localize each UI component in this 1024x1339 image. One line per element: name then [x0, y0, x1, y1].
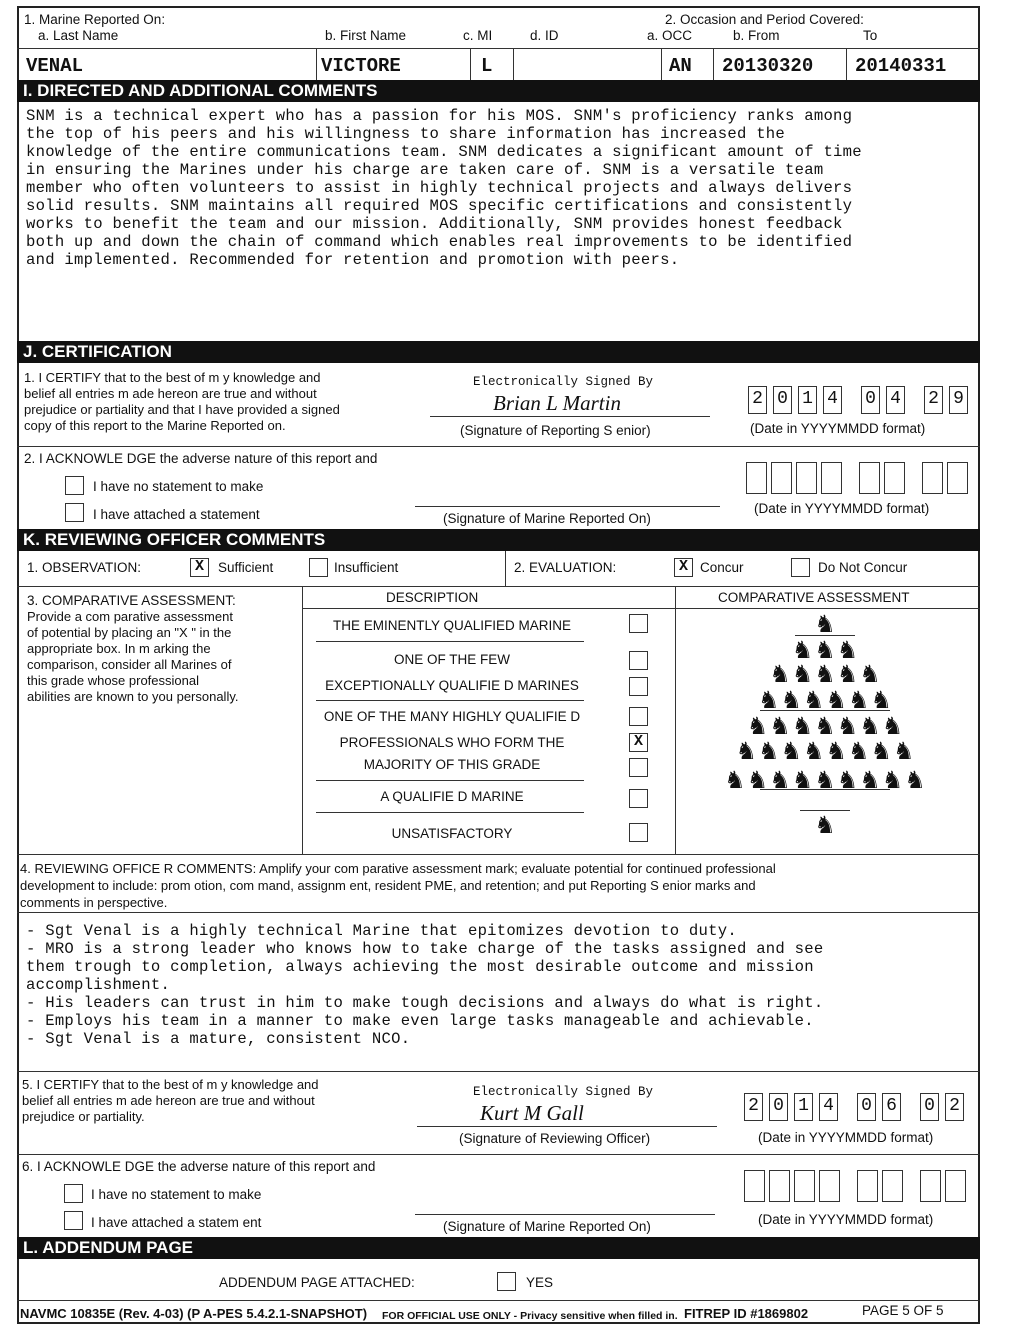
text-line: solid results. SNM maintains all required MOS specific certifications and consistently [26, 197, 853, 215]
concur-checkbox[interactable]: X [674, 558, 693, 577]
text-line: belief all entries m ade hereon are true and without [24, 386, 317, 401]
desc-many-highly-qualified: ONE OF THE MANY HIGHLY QUALIFIE D [323, 709, 581, 724]
text-line: in ensuring the Marines under his charge are taken care of. SNM is a versatile team [26, 161, 824, 179]
certify-statement [24, 370, 340, 434]
ega-emblem-icon: ♞ [780, 738, 802, 765]
do-not-concur-checkbox[interactable] [791, 558, 810, 577]
ega-emblem-icon: ♞ [814, 637, 836, 664]
pyramid-row [680, 637, 970, 664]
date-digit-box: 0 [861, 386, 880, 414]
reviewing-officer-signature: Kurt M Gall [480, 1101, 584, 1125]
assessment-checkbox[interactable] [629, 758, 648, 777]
text-line: prejudice or partiality. [22, 1109, 145, 1124]
date-digit-box: 1 [798, 386, 817, 414]
date-digit-box[interactable] [920, 1170, 941, 1202]
section-l-header: L. ADDENDUM PAGE [17, 1237, 980, 1259]
evaluation-label: 2. EVALUATION: [514, 560, 617, 575]
addendum-yes-label: YES [526, 1275, 554, 1290]
ega-emblem-icon: ♞ [881, 713, 904, 740]
date-digit-box: 4 [886, 386, 905, 414]
insufficient-checkbox[interactable] [309, 558, 328, 577]
text-line: comparison, consider all Marines of [27, 657, 232, 672]
occasion-label: 2. Occasion and Period Covered: [665, 12, 864, 27]
text-line: 1. I CERTIFY that to the best of m y knowledge and [24, 370, 321, 385]
assessment-checkbox[interactable] [629, 789, 648, 808]
ega-emblem-icon: ♞ [814, 812, 836, 839]
text-line: and implemented. Recommended for retention and promotion with peers. [26, 251, 680, 269]
date-digit-box: 6 [882, 1093, 901, 1121]
text-line: them trough to completion, always achieving the most desirable outcome and mission [26, 958, 814, 976]
section-i-header: I. DIRECTED AND ADDITIONAL COMMENTS [17, 80, 980, 102]
text-line: copy of this report to the Marine Reported on. [24, 418, 286, 433]
text-line: knowledge of the entire communications team. SNM dedicates a significant amount of time [26, 143, 862, 161]
pyramid-row [680, 812, 970, 839]
pyramid-row [680, 713, 970, 740]
to-label: To [863, 28, 878, 43]
date-digit-box: 4 [819, 1093, 838, 1121]
text-line: accomplishment. [26, 976, 171, 994]
date-digit-box: 1 [794, 1093, 813, 1121]
ega-emblem-icon: ♞ [859, 661, 881, 688]
date-digit-box: 0 [857, 1093, 876, 1121]
fouo-notice: FOR OFFICIAL USE ONLY - Privacy sensitive when filled in. [382, 1310, 678, 1322]
date-digit-box[interactable] [744, 1170, 765, 1202]
date-digit-box[interactable] [796, 462, 817, 494]
text-line: - Sgt Venal is a highly technical Marine that epitomizes devotion to duty. [26, 922, 737, 940]
last-name-value: VENAL [26, 55, 84, 77]
assessment-checkbox[interactable] [629, 614, 648, 633]
form-id: NAVMC 10835E (Rev. 4-03) (P A-PES 5.4.2.1-SNAPSHOT) [20, 1306, 368, 1321]
text-line: - Employs his team in a manner to make even large tasks manageable and achievable. [26, 1012, 814, 1030]
ega-emblem-icon: ♞ [881, 767, 904, 794]
text-line: appropriate box. In m arking the [27, 641, 211, 656]
sufficient-checkbox[interactable]: X [190, 558, 209, 577]
ega-emblem-icon: ♞ [757, 738, 780, 765]
assessment-checkbox[interactable] [629, 707, 648, 726]
pyramid-row [680, 687, 970, 714]
ega-emblem-icon: ♞ [859, 713, 881, 740]
no-statement-label: I have no statement to make [93, 479, 264, 494]
text-line: Provide a com parative assessment [27, 609, 233, 624]
date-digit-box[interactable] [771, 462, 792, 494]
occ-label: a. OCC [647, 28, 693, 43]
ega-emblem-icon: ♞ [870, 738, 893, 765]
assessment-checkbox[interactable]: X [629, 733, 648, 752]
electronically-signed-label: Electronically Signed By [473, 375, 654, 389]
pyramid-row [680, 611, 970, 638]
ega-emblem-icon: ♞ [769, 713, 791, 740]
ro-no-statement-label: I have no statement to make [91, 1187, 262, 1202]
ega-emblem-icon: ♞ [802, 738, 825, 765]
from-label: b. From [733, 28, 780, 43]
ega-emblem-icon: ♞ [836, 661, 859, 688]
section-k-header: K. REVIEWING OFFICER COMMENTS [17, 529, 980, 551]
date-digit-box: 2 [744, 1093, 763, 1121]
desc-unsatisfactory: UNSATISFACTORY [391, 826, 513, 841]
ega-emblem-icon: ♞ [848, 738, 870, 765]
ega-emblem-icon: ♞ [791, 767, 814, 794]
ega-emblem-icon: ♞ [870, 687, 893, 714]
reporting-senior-signature: Brian L Martin [493, 391, 621, 415]
date-digit-box: 2 [924, 386, 943, 414]
text-line: - His leaders can trust in him to make tough decisions and always do what is right. [26, 994, 824, 1012]
ega-emblem-icon: ♞ [791, 713, 814, 740]
attached-statement-label: I have attached a statement [93, 507, 260, 522]
desc-qualified-marine: A QUALIFIE D MARINE [380, 789, 524, 804]
ega-emblem-icon: ♞ [757, 687, 780, 714]
ega-emblem-icon: ♞ [825, 687, 848, 714]
ro-no-statement-checkbox[interactable] [64, 1184, 83, 1203]
text-line: this grade whose professional [27, 673, 199, 688]
directed-comments [26, 107, 862, 269]
addendum-yes-checkbox[interactable] [497, 1272, 516, 1291]
text-line: member who often volunteers to assist in highly technical projects and always delivers [26, 179, 853, 197]
pyramid-divider [800, 810, 850, 811]
assessment-checkbox[interactable] [629, 651, 648, 670]
text-line: of potential by placing an "X " in the [27, 625, 232, 640]
comparative-assessment-header: COMPARATIVE ASSESSMENT [718, 590, 910, 605]
ega-emblem-icon: ♞ [746, 713, 769, 740]
ega-emblem-icon: ♞ [791, 661, 814, 688]
reporting-senior-sig-caption: (Signature of Reporting S enior) [460, 423, 651, 438]
ega-emblem-icon: ♞ [791, 637, 814, 664]
first-name-label: b. First Name [325, 28, 407, 43]
date-digit-box[interactable] [859, 462, 880, 494]
ro-certify-statement [22, 1077, 319, 1125]
mi-label: c. MI [463, 28, 493, 43]
ro-marine-sig-caption: (Signature of Marine Reported On) [443, 1219, 651, 1234]
id-label: d. ID [530, 28, 559, 43]
ro-electronically-signed-label: Electronically Signed By [473, 1085, 654, 1099]
ega-emblem-icon: ♞ [780, 687, 802, 714]
observation-label: 1. OBSERVATION: [27, 560, 142, 575]
ega-emblem-icon: ♞ [836, 713, 859, 740]
date-digit-box[interactable] [746, 462, 767, 494]
ro-attached-statement-checkbox[interactable] [64, 1211, 83, 1230]
ro-date-caption: (Date in YYYYMMDD format) [758, 1130, 934, 1145]
from-date-value: 20130320 [722, 55, 814, 77]
rs-date-caption: (Date in YYYYMMDD format) [750, 421, 926, 436]
pyramid-row [680, 661, 970, 688]
date-digit-box[interactable] [882, 1170, 903, 1202]
date-digit-box: 0 [773, 386, 792, 414]
desc-exceptionally-qualified: EXCEPTIONALLY QUALIFIE D MARINES [325, 678, 579, 693]
text-line: works to benefit the team and our mission. Additionally, SNM provides honest feedback [26, 215, 843, 233]
insufficient-label: Insufficient [334, 560, 399, 575]
no-statement-checkbox[interactable] [65, 476, 84, 495]
ega-emblem-icon: ♞ [848, 687, 870, 714]
text-line: SNM is a technical expert who has a passion for his MOS. SNM's proficiency ranks among [26, 107, 853, 125]
date-digit-box[interactable] [857, 1170, 878, 1202]
ro-acknowledge-label: 6. I ACKNOWLE DGE the adverse nature of this report and [22, 1159, 376, 1174]
desc-majority: MAJORITY OF THIS GRADE [363, 757, 541, 772]
date-digit-box[interactable] [884, 462, 905, 494]
assessment-checkbox[interactable] [629, 677, 648, 696]
description-header: DESCRIPTION [386, 590, 479, 605]
mi-value: L [481, 55, 493, 77]
first-name-value: VICTORE [321, 55, 401, 77]
ega-emblem-icon: ♞ [724, 767, 746, 794]
text-line: abilities are known to you personally. [27, 689, 239, 704]
date-digit-box: 0 [769, 1093, 788, 1121]
desc-professionals: PROFESSIONALS WHO FORM THE [339, 735, 565, 750]
assessment-checkbox[interactable] [629, 823, 648, 842]
comparative-instructions [27, 609, 239, 705]
ega-emblem-icon: ♞ [814, 713, 836, 740]
ega-emblem-icon: ♞ [746, 767, 769, 794]
ega-emblem-icon: ♞ [735, 738, 757, 765]
text-line: both up and down the chain of command which enables real improvements to be identified [26, 233, 853, 251]
comparative-assessment-title: 3. COMPARATIVE ASSESSMENT: [27, 593, 236, 608]
date-digit-box[interactable] [769, 1170, 790, 1202]
ega-emblem-icon: ♞ [814, 661, 836, 688]
section-j-header: J. CERTIFICATION [17, 341, 980, 363]
attached-statement-checkbox[interactable] [65, 503, 84, 522]
date-digit-box: 4 [823, 386, 842, 414]
ega-emblem-icon: ♞ [814, 767, 836, 794]
desc-one-of-few: ONE OF THE FEW [393, 652, 510, 667]
text-line: 5. I CERTIFY that to the best of m y knowledge and [22, 1077, 319, 1092]
ro-comments-instructions: 4. REVIEWING OFFICE R COMMENTS: Amplify your com parative assessment mark; evaluate potential for continued professional development to include: prom otion, com mand, assignm ent, resident PME, and retention; and put Reporting S enior marks and comments in perspective. [20, 861, 776, 910]
text-line: - MRO is a strong leader who knows how to take charge of the tasks assigned and see [26, 940, 824, 958]
fitrep-id: FITREP ID #1869802 [684, 1306, 809, 1321]
ega-emblem-icon: ♞ [904, 767, 926, 794]
to-date-value: 20140331 [855, 55, 947, 77]
ro-attached-statement-label: I have attached a statem ent [91, 1215, 262, 1230]
date-digit-box[interactable] [945, 1170, 966, 1202]
ega-emblem-icon: ♞ [836, 637, 859, 664]
last-name-label: a. Last Name [38, 28, 119, 43]
pyramid-divider [760, 789, 890, 790]
date-digit-box[interactable] [922, 462, 943, 494]
marine-reported-label: 1. Marine Reported On: [24, 12, 166, 27]
do-not-concur-label: Do Not Concur [818, 560, 908, 575]
text-line: - Sgt Venal is a mature, consistent NCO. [26, 1030, 411, 1048]
concur-label: Concur [700, 560, 744, 575]
pyramid-divider [760, 710, 890, 711]
ega-emblem-icon: ♞ [769, 767, 791, 794]
text-line: belief all entries m ade hereon are true and without [22, 1093, 315, 1108]
reviewing-officer-comments [26, 922, 823, 1048]
date-digit-box[interactable] [947, 462, 968, 494]
ega-emblem-icon: ♞ [825, 738, 848, 765]
ega-emblem-icon: ♞ [802, 687, 825, 714]
ega-emblem-icon: ♞ [859, 767, 881, 794]
date-digit-box[interactable] [821, 462, 842, 494]
addendum-label: ADDENDUM PAGE ATTACHED: [219, 1275, 415, 1290]
date-digit-box: 2 [748, 386, 767, 414]
date-digit-box[interactable] [794, 1170, 815, 1202]
sufficient-label: Sufficient [218, 560, 274, 575]
ro-marine-date-caption: (Date in YYYYMMDD format) [758, 1212, 934, 1227]
ro-sig-caption: (Signature of Reviewing Officer) [459, 1131, 651, 1146]
ega-emblem-icon: ♞ [836, 767, 859, 794]
pyramid-row [680, 738, 970, 765]
pyramid-divider [795, 635, 855, 636]
date-digit-box: 0 [920, 1093, 939, 1121]
ega-emblem-icon: ♞ [814, 611, 836, 638]
date-digit-box: 2 [945, 1093, 964, 1121]
text-line: the top of his peers and his willingness to share information has increased the [26, 125, 786, 143]
ega-emblem-icon: ♞ [769, 661, 791, 688]
date-digit-box: 9 [949, 386, 968, 414]
text-line: prejudice or partiality and that I have provided a signed [24, 402, 340, 417]
page-number: PAGE 5 OF 5 [862, 1303, 944, 1318]
occ-value: AN [669, 55, 692, 77]
ega-emblem-icon: ♞ [893, 738, 915, 765]
acknowledge-label: 2. I ACKNOWLE DGE the adverse nature of this report and [24, 451, 378, 466]
date-digit-box[interactable] [819, 1170, 840, 1202]
desc-eminently-qualified: THE EMINENTLY QUALIFIED MARINE [332, 618, 572, 633]
marine-sig-caption: (Signature of Marine Reported On) [443, 511, 651, 526]
marine-date-caption: (Date in YYYYMMDD format) [754, 501, 930, 516]
